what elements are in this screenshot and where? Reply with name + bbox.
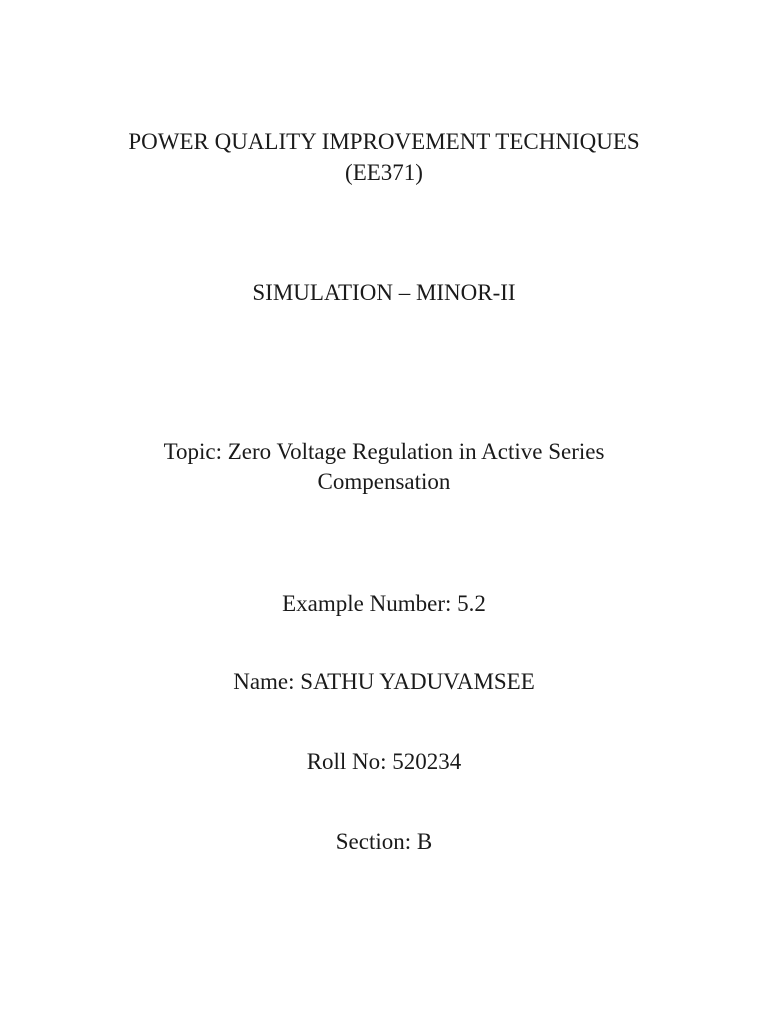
example-number: Example Number: 5.2 [282,591,486,616]
section: Section: B [335,829,433,854]
topic-line-1: Topic: Zero Voltage Regulation in Active Series [163,439,605,464]
topic-line-2: Compensation [317,469,451,494]
course-title: POWER QUALITY IMPROVEMENT TECHNIQUES [128,129,640,154]
student-name: Name: SATHU YADUVAMSEE [233,669,535,694]
course-code: (EE371) [345,160,423,185]
roll-number: Roll No: 520234 [306,749,462,774]
simulation-title: SIMULATION – MINOR-II [252,280,516,305]
